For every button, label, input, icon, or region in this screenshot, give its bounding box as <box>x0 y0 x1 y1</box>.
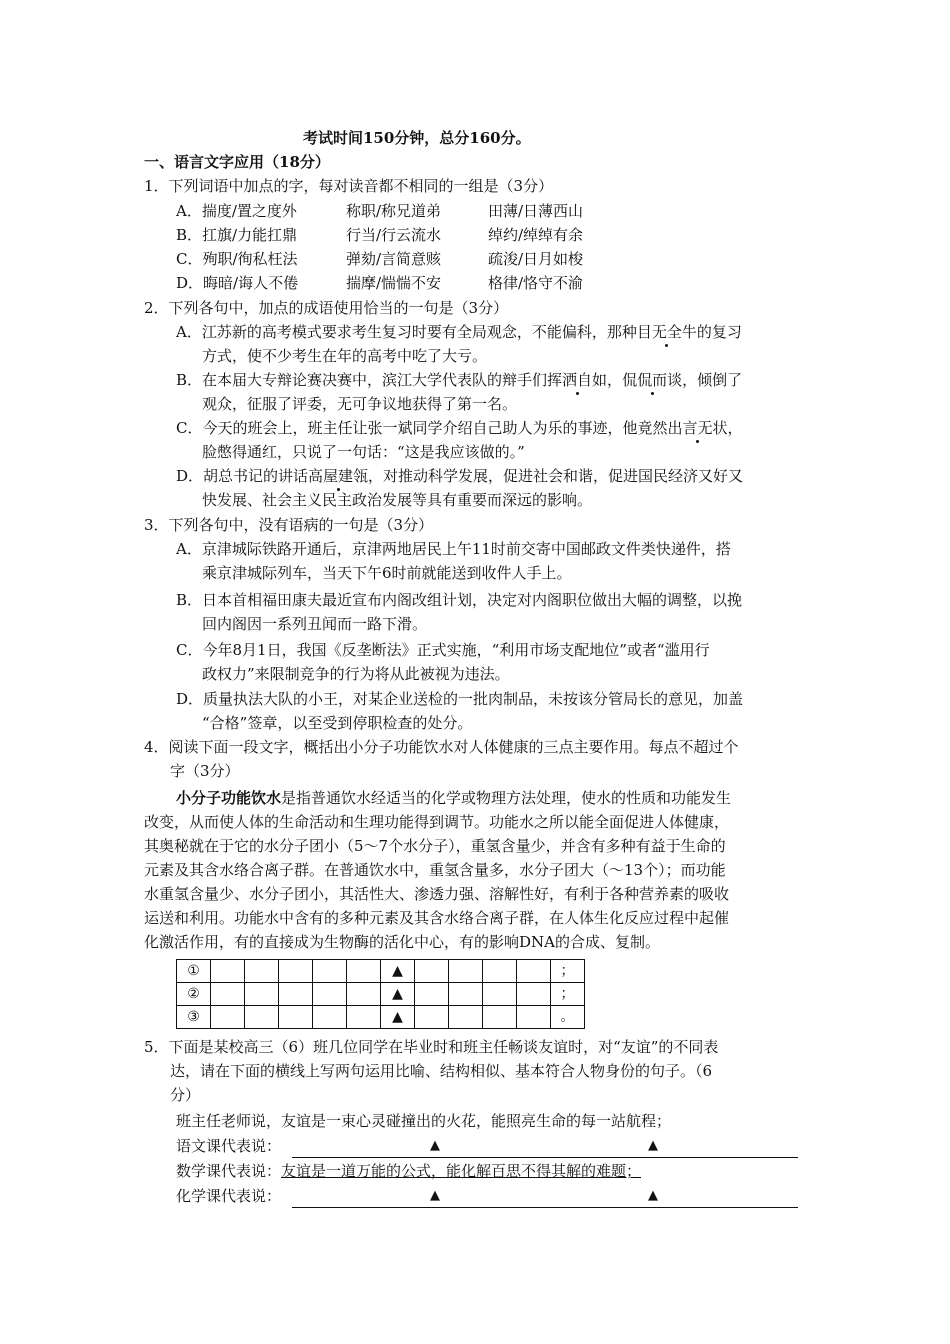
q4-passage-line: 水重氢含量少、水分子团小，其活性大、渗透力强、溶解性好，有利于各种营养素的吸收 <box>144 885 730 903</box>
row-marker: ② <box>177 983 211 1006</box>
q2-option-b <box>176 373 742 388</box>
q2-b-idiom1: 挥洒自如 <box>547 371 608 389</box>
q2-option-c-line2: 脸憋得通红，只说了一句话：“这是我应该做的。” <box>202 443 525 461</box>
answer-cell[interactable] <box>245 1006 279 1029</box>
q4-passage-line: 化激活作用，有的直接成为生物酶的活化中心，有的影响DNA的合成、复制。 <box>144 933 660 951</box>
row-end-punct: ； <box>551 983 585 1006</box>
q5-chem-answer-line[interactable] <box>292 1206 798 1208</box>
answer-cell[interactable] <box>449 1006 483 1029</box>
answer-cell[interactable] <box>415 1006 449 1029</box>
answer-cell[interactable] <box>245 960 279 983</box>
q5-teacher-line: 班主任老师说，友谊是一束心灵碰撞出的火花，能照亮生命的每一站航程； <box>176 1112 672 1130</box>
q2-option-d <box>176 469 743 484</box>
q5-stem-line2: 达，请在下面的横线上写两句运用比喻、结构相似、基本符合人物身份的句子。（6 <box>170 1062 713 1080</box>
q1-option-b-2: 行当/行云流水 <box>346 226 442 244</box>
q5-math-line <box>176 1164 641 1179</box>
answer-row-1 <box>177 960 585 983</box>
answer-cell[interactable] <box>483 960 517 983</box>
answer-cell[interactable] <box>449 983 483 1006</box>
row-end-punct: ； <box>551 960 585 983</box>
q3-line: 回内阁因一系列丑闻而一路下滑。 <box>202 615 428 633</box>
q2-b-idiom2: 侃侃而谈 <box>622 371 683 389</box>
answer-triangle[interactable]: ▲ <box>381 960 415 983</box>
q2-d-text2: ，对推动科学发展，促进社会和谐，促进国民经济又好又 <box>368 467 744 485</box>
q3-line: B．日本首相福田康夫最近宣布内阁改组计划，决定对内阁职位做出大幅的调整，以挽 <box>176 591 743 609</box>
answer-cell[interactable] <box>279 960 313 983</box>
answer-cell[interactable] <box>211 960 245 983</box>
q2-d-idiom: 高屋建瓴 <box>308 467 369 485</box>
q3-stem: 3．下列各句中，没有语病的一句是（3分） <box>144 516 434 534</box>
q2-option-a <box>176 325 742 340</box>
answer-cell[interactable] <box>347 983 381 1006</box>
q2-c-text2: ， <box>727 419 743 437</box>
q1-option-d-2: 揣摩/惴惴不安 <box>346 274 442 292</box>
q2-a-text1: A．江苏新的高考模式要求考生复习时要有全局观念，不能偏科，那种 <box>176 323 637 341</box>
q2-option-b-line2: 观众，征服了评委，无可争议地获得了第一名。 <box>202 395 518 413</box>
q1-option-c-1: C．殉职/徇私枉法 <box>176 250 298 268</box>
q5-stem-line3: 分） <box>170 1086 201 1104</box>
q1-option-c-2: 弹劾/言简意赅 <box>346 250 442 268</box>
answer-cell[interactable] <box>211 1006 245 1029</box>
q1-option-b-3: 绰约/绰绰有余 <box>488 226 584 244</box>
q4-passage-text: 是指普通饮水经适当的化学或物理方法处理，使水的性质和功能发生 <box>281 789 732 807</box>
q2-a-idiom: 目无全牛 <box>636 323 697 341</box>
q5-chinese-triangle-1: ▲ <box>430 1138 440 1153</box>
answer-cell[interactable] <box>415 960 449 983</box>
answer-row-3 <box>177 1006 585 1029</box>
q4-passage-line: 元素及其含水络合离子群。在普通饮水中，重氢含量多，水分子团大（～13个）；而功能 <box>144 861 726 879</box>
q2-option-c <box>176 421 743 436</box>
q4-passage-line: 改变，从而使人体的生命活动和生理功能得到调节。功能水之所以能全面促进人体健康， <box>144 813 730 831</box>
answer-cell[interactable] <box>517 983 551 1006</box>
q2-b-mid: ， <box>607 371 623 389</box>
q5-math-label: 数学课代表说： <box>176 1162 282 1180</box>
row-end-punct: 。 <box>551 1006 585 1029</box>
section-title: 一、语言文字应用（18分） <box>144 153 330 171</box>
q5-chem-triangle-1: ▲ <box>430 1188 440 1203</box>
q2-b-text1: B．在本届大专辩论赛决赛中，滨江大学代表队的辩手们 <box>176 371 548 389</box>
q5-stem: 5．下面是某校高三（6）班几位同学在毕业时和班主任畅谈友谊时，对“友谊”的不同表 <box>144 1038 719 1056</box>
q1-option-a-3: 田薄/日薄西山 <box>488 202 584 220</box>
answer-cell[interactable] <box>517 1006 551 1029</box>
answer-cell[interactable] <box>211 983 245 1006</box>
q5-chem-triangle-2: ▲ <box>648 1188 658 1203</box>
q2-stem: 2．下列各句中，加点的成语使用恰当的一句是（3分） <box>144 299 509 317</box>
answer-cell[interactable] <box>483 983 517 1006</box>
answer-cell[interactable] <box>279 983 313 1006</box>
q1-option-c-3: 疏浚/日月如梭 <box>488 250 584 268</box>
answer-cell[interactable] <box>483 1006 517 1029</box>
q2-b-text2: ，倾倒了 <box>682 371 743 389</box>
answer-cell[interactable] <box>415 983 449 1006</box>
q1-option-a-1: A．揣度/置之度外 <box>176 202 297 220</box>
q5-math-text: 友谊是一道万能的公式，能化解百思不得其解的难题； <box>281 1162 642 1180</box>
answer-triangle[interactable]: ▲ <box>381 983 415 1006</box>
answer-cell[interactable] <box>449 960 483 983</box>
exam-time-note: 考试时间150分钟，总分160分。 <box>303 129 531 147</box>
q3-line: 乘京津城际列车，当天下午6时前就能送到收件人手上。 <box>202 564 572 582</box>
q3-line: “合格”签章，以至受到停职检查的处分。 <box>202 714 473 732</box>
answer-cell[interactable] <box>313 1006 347 1029</box>
q2-d-text1: D．胡总书记的讲话 <box>176 467 309 485</box>
answer-cell[interactable] <box>347 1006 381 1029</box>
q4-passage-first-line <box>176 791 731 806</box>
answer-cell[interactable] <box>313 960 347 983</box>
q3-line: A．京津城际铁路开通后，京津两地居民上午11时前交寄中国邮政文件类快递件，搭 <box>176 540 731 558</box>
q1-option-a-2: 称职/称兄道弟 <box>346 202 442 220</box>
answer-cell[interactable] <box>245 983 279 1006</box>
q2-option-a-line2: 方式，使不少考生在年的高考中吃了大亏。 <box>202 347 488 365</box>
row-marker: ① <box>177 960 211 983</box>
answer-row-2 <box>177 983 585 1006</box>
q4-passage-line: 运送和利用。功能水中含有的多种元素及其含水络合离子群，在人体生化反应过程中起催 <box>144 909 730 927</box>
q2-option-d-line2: 快发展、社会主义民主政治发展等具有重要而深远的影响。 <box>202 491 593 509</box>
q4-passage-line: 其奥秘就在于它的水分子团小（5～7个水分子），重氢含量少，并含有多种有益于生命的 <box>144 837 726 855</box>
row-marker: ③ <box>177 1006 211 1029</box>
q4-stem-line2: 字（3分） <box>170 762 240 780</box>
q2-c-idiom: 出言无状 <box>667 419 728 437</box>
q1-option-d-3: 格律/恪守不渝 <box>488 274 584 292</box>
answer-cell[interactable] <box>347 960 381 983</box>
answer-cell[interactable] <box>517 960 551 983</box>
q2-c-text1: C．今天的班会上，班主任让张一斌同学介绍自己助人为乐的事迹，他竟然 <box>176 419 668 437</box>
answer-triangle[interactable]: ▲ <box>381 1006 415 1029</box>
q1-stem: 1．下列词语中加点的字，每对读音都不相同的一组是（3分） <box>144 177 554 195</box>
q4-bold-term: 小分子功能饮水 <box>176 789 282 807</box>
q3-line: 政权力”来限制竞争的行为将从此被视为违法。 <box>202 665 510 683</box>
answer-cell[interactable] <box>313 983 347 1006</box>
q5-chinese-triangle-2: ▲ <box>648 1138 658 1153</box>
q4-stem: 4．阅读下面一段文字，概括出小分子功能饮水对人体健康的三点主要作用。每点不超过个 <box>144 738 739 756</box>
q3-line: C．今年8月1日，我国《反垄断法》正式实施，“利用市场支配地位”或者“滥用行 <box>176 641 710 659</box>
q1-option-b-1: B．扛旗/力能扛鼎 <box>176 226 298 244</box>
q5-chinese-label: 语文课代表说： <box>176 1137 282 1155</box>
q5-chem-label: 化学课代表说： <box>176 1187 282 1205</box>
q1-option-d-1: D．晦暗/诲人不倦 <box>176 274 299 292</box>
q5-chinese-answer-line[interactable] <box>292 1156 798 1158</box>
q3-line: D．质量执法大队的小王，对某企业送检的一批肉制品，未按该分管局长的意见，加盖 <box>176 690 744 708</box>
q2-a-text2: 的复习 <box>696 323 742 341</box>
answer-cell[interactable] <box>279 1006 313 1029</box>
q4-answer-grid <box>176 959 585 1029</box>
